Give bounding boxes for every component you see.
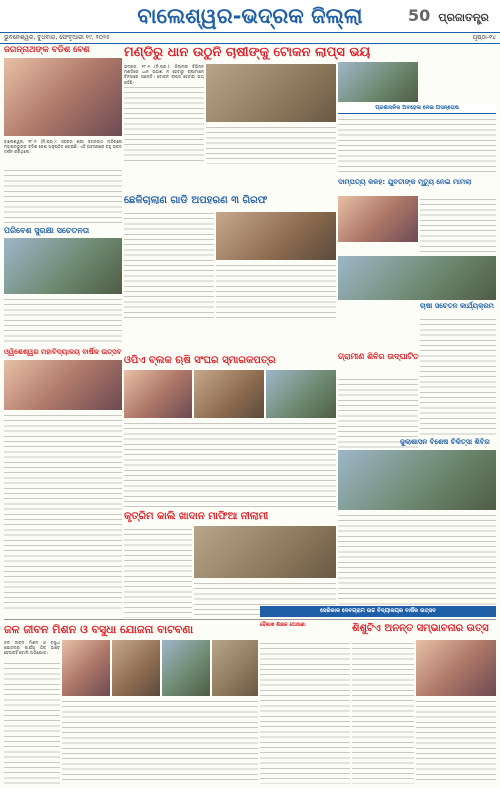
text-block — [352, 640, 414, 784]
section-divider — [4, 619, 496, 620]
headline-opia: ଓପିଏ ବ୍ଲକ ଋଷି ସଂଘର ସ୍ମାରକପତ୍ର — [124, 355, 276, 366]
photo-shishu — [416, 640, 496, 696]
photo-inset — [338, 62, 418, 102]
dateline-bar — [0, 32, 500, 44]
newspaper-logo — [408, 6, 496, 26]
body-mandi: ଭଦ୍ରକ, ୧୮।୨ (ନି.ପ୍ର.): ଜିଲ୍ଲାର ବିଭିନ୍ନ ମଣ୍ଡିରେ ଧାନ ଉଠାଣ ନ ହେବାରୁ ଚାଷୀମାନେ ଚିନ୍ତାରେ ଅଛନ୍ତି। ଟୋକନ ଲାପ୍ସ ହେବାର ଭୟ ରହିଛି। — [124, 64, 204, 84]
photo-mahavidyalaya — [4, 360, 122, 410]
headline-chikitsa: ଜୁଲାଶାସନ ବିଶେଷ ଚିକିତ୍ସା ଶିବିର — [400, 438, 490, 446]
masthead-title: ବାଲେଶ୍ୱର-ଭଦ୍ରକ ଜିଲ୍ଲା — [137, 4, 363, 28]
text-block — [124, 210, 214, 320]
photo-jal-4 — [212, 640, 258, 696]
headline-asantosh: ପ୍ରଶାସନିକ ଅବହେଳା ନେଇ ଅସନ୍ତୋଷ — [338, 104, 496, 114]
headline-paribesh: ପରିବେଶ ସୁରକ୍ଷା ସଚେତନତା — [4, 226, 90, 235]
photo-paddy-bags — [206, 64, 336, 122]
headline-jal-jeevan: ଜଳ ଜୀବନ ମିଶନ ଓ ବସୁଧା ଯୋଜନା ବାଟବଣା — [4, 623, 194, 636]
text-block — [4, 167, 122, 225]
photo-chikitsa — [338, 450, 496, 510]
text-block — [4, 660, 60, 784]
headline-mahavidyalaya: ଓ୍ୱିଶେଶ୍ୱର ମହାବିଦ୍ୟାଳୟ ବାର୍ଷିକ ଉତ୍ସବ — [4, 348, 122, 356]
logo-number: 50 — [408, 6, 431, 25]
text-block — [62, 698, 258, 784]
photo-paribesh — [4, 238, 122, 294]
text-block — [420, 196, 496, 256]
text-block — [124, 84, 204, 164]
photo-opia-3 — [266, 370, 336, 418]
page-number: ପୃଷ୍ଠା-୧୪ — [472, 34, 496, 41]
banner-utsav: ସେରିକାଳ ଦେବଗ୍ରାମ ଉଚ୍ଚ ବିଦ୍ୟାଳୟର ବାର୍ଷିକ ଉତ୍ସବ — [260, 606, 496, 617]
text-block — [338, 116, 496, 172]
photo-opia-2 — [194, 370, 264, 418]
headline-chasi: ଚାଷୀ ସଚେତନ କାର୍ଯ୍ୟକ୍ରମ — [420, 302, 494, 310]
photo-arrested — [216, 212, 336, 260]
text-block — [416, 698, 496, 784]
body-jagannath: ବାଲେଶ୍ୱର, ୧୮।୨ (ନି.ପ୍ର.): ସହରର ଶ୍ରୀ ଜଗନ୍ନାଥ ମନ୍ଦିରରେ ମହାପ୍ରଭୁଙ୍କ ବଡିଶ ବେଶ ଅନୁଷ୍ଠିତ ହୋଇଛି। ଏହି ଅବସରରେ ବହୁ ଭକ୍ତ ଦର୍ଶନ କରିଥିଲେ। — [4, 139, 122, 155]
photo-opia-1 — [124, 370, 192, 418]
photo-victim — [338, 196, 418, 242]
photo-jal-1 — [62, 640, 110, 696]
headline-shikshak: ବୈଶାଖ ଶିକ୍ଷକ ଘୋଷଣା — [260, 622, 306, 628]
body-jal-jeevan: ଜଳ ଜୀବନ ମିଶନ ଓ ବସୁଧା ଯୋଜନାର କାର୍ଯ୍ୟ ଠିକ୍ ଭାବେ ହେଉନାହିଁ ବୋଲି ଅଭିଯୋଗ। — [4, 640, 60, 656]
headline-shishu: ଶିଶୁଟିଏ ଅନନ୍ତ ସମ୍ଭାବନାର ଉତ୍ସ — [352, 623, 489, 634]
text-block — [206, 124, 336, 164]
masthead — [0, 0, 500, 32]
text-block — [4, 412, 122, 612]
photo-jagannath — [4, 58, 122, 136]
photo-chasi — [338, 256, 496, 300]
text-block — [260, 640, 350, 784]
headline-mandi: ମଣ୍ଡିରୁ ଧାନ ଉଠୁନି ଚାଷୀଙ୍କୁ ଟୋକନ ଲାପ୍ସ ଭୟ — [124, 45, 371, 60]
photo-jal-2 — [112, 640, 160, 696]
photo-khadan — [194, 526, 336, 578]
text-block — [216, 262, 336, 318]
headline-shibir: ଗ୍ରାମୀଣ ଶିବିର ଉଦ୍‌ଘାଟିତ — [338, 352, 419, 361]
text-block — [124, 526, 192, 618]
headline-dampatya: ଦାମ୍ପତ୍ୟ କଳହ: ଯୁବତୀଙ୍କ ମୃତ୍ୟୁ ନେଇ ମାମଲା — [338, 178, 472, 186]
logo-name: ପ୍ରଜାତନ୍ତ୍ର — [438, 11, 489, 24]
text-block — [124, 420, 336, 508]
headline-jagannath: ଜଗନ୍ନାଥଙ୍କ ବଡିଶ ବେଶ — [4, 45, 90, 55]
dateline: ଭୁବନେଶ୍ୱର, ବୁଧବାର, ଫେବୃଆରୀ ୧୯, ୨୦୨୫ — [4, 34, 110, 41]
headline-chheli: ଛେଳିଚାଲାଣ ଗାଡି ଅପହରଣ ୩ ଗିରଫ — [124, 195, 268, 206]
text-block — [338, 512, 496, 616]
text-block — [420, 316, 496, 436]
photo-jal-3 — [162, 640, 210, 696]
headline-kali-khadan: କୃତ୍ରିମ କାଲି ଖାଦାନ ମାଫିଆ ନୀଲାମୀ — [124, 511, 269, 522]
text-block — [4, 296, 122, 346]
